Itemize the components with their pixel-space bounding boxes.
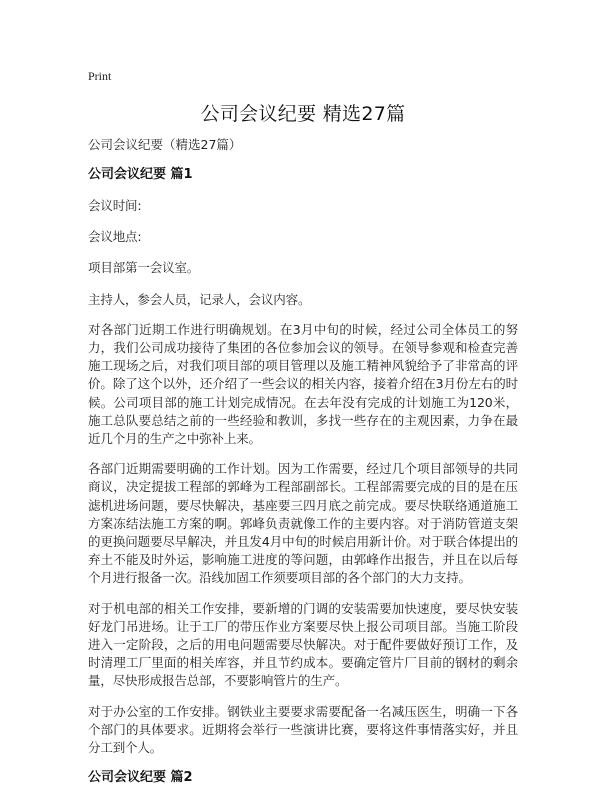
section-heading: 公司会议纪要 篇2 — [88, 770, 193, 786]
print-link[interactable]: Print — [88, 69, 112, 83]
paragraph-planning: 对各部门近期工作进行明确规划。在3月中旬的时候，经过公司全体员工的努力，我们公司成功接待了集团的各位参加会议的领导。在领导参观和检查完善施工现场之后，对我们项目部的项目管理以及施工精神风貌给予了非常高的评价。除了这个以外，还介绍了一些会议的相关内容，接着介绍在3月份左右的时候。公司项目部的施工计划完成情况。在去年没有完成的计划施工为120米，施工总队要总结之前的一些经验和教训，多找一些存在的主观因素，力争在最近几个月的生产之中弥补上来。 — [88, 321, 518, 447]
document-subtitle: 公司会议纪要（精选27篇） — [88, 137, 242, 152]
paragraph-electromechanical: 对于机电部的相关工作安排，要新增的门调的安装需要加快速度，要尽快安装好龙门吊进场。让于工厂的带压作业方案要尽快上报公司项目部。当施工阶段进入一定阶段，之后的用电问题需要尽快解决。对于配件要做好预订工作，及时清理工厂里面的相关库容，并且节约成本。要确定管片厂目前的钢材的剩余量，尽快形成报告总部，不要影响管片的生产。 — [88, 600, 518, 689]
section-2 — [88, 769, 518, 787]
paragraph-department-plan: 各部门近期需要明确的工作计划。因为工作需要，经过几个项目部领导的共同商议，决定提拔工程部的郭峰为工程部副部长。工程部需要完成的目的是在压滤机进场问题，要尽快解决，基座要三四月底之前完成。要尽快联络通道施工方案冻结法施工方案的啊。郭峰负责就像工作的主要内容。对于消防管道支架的更换问题要尽早解决，并且发4月中旬的时候启用新计价。对于联合体提出的弃土不能及时外运，影响施工进度的等问题，由郭峰作出报告，并且在以后每个月进行报备一次。沿线加固工作须要项目部的各个部门的大力支持。 — [88, 461, 518, 586]
meeting-attendees: 主持人，参会人员，记录人，会议内容。 — [88, 291, 311, 307]
document-page — [88, 68, 518, 787]
section-heading: 公司会议纪要 篇1 — [88, 167, 193, 182]
document-title: 公司会议纪要 精选27篇 — [200, 103, 406, 125]
paragraph-office: 对于办公室的工作安排。钢铁业主要要求需要配备一名减压医生，明确一下各个部门的具体要求。近期将会举行一些演讲比赛，要将这件事情落实好，并且分工到个人。 — [88, 703, 518, 756]
meeting-room: 项目部第一会议室。 — [88, 260, 200, 276]
section-1 — [88, 166, 518, 757]
meeting-time: 会议时间: — [88, 198, 142, 213]
meeting-location: 会议地点: — [88, 229, 142, 245]
